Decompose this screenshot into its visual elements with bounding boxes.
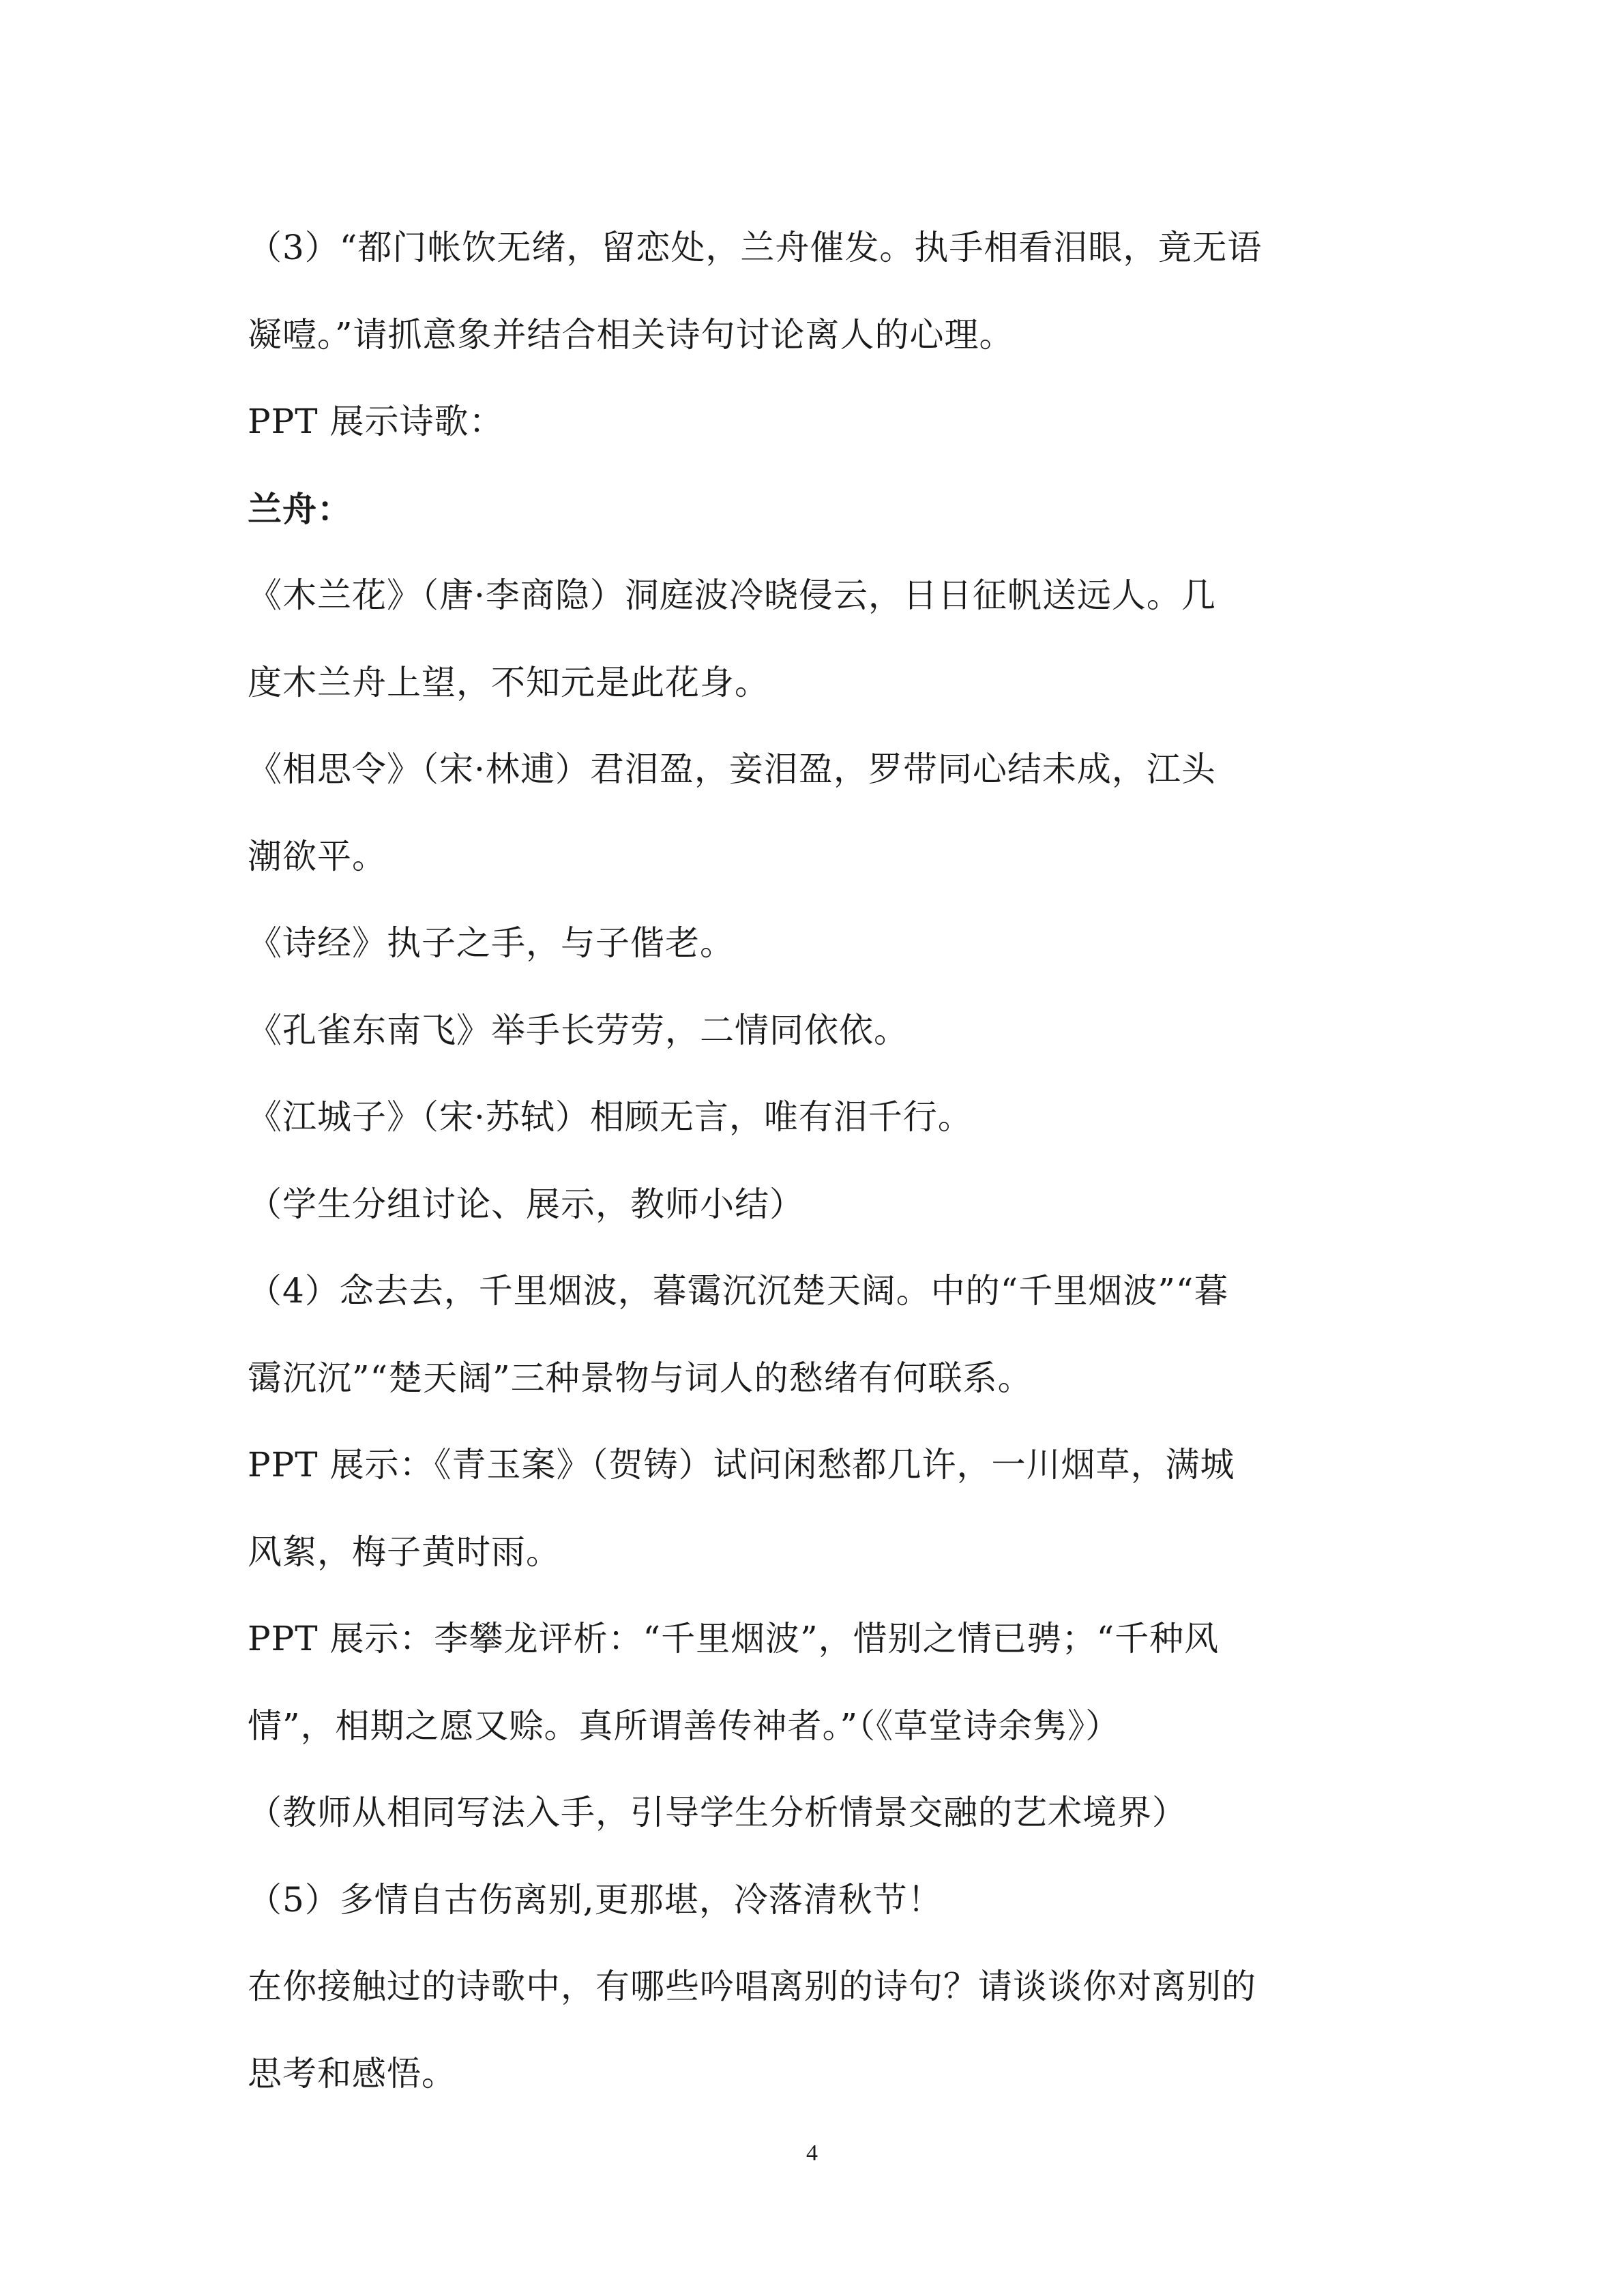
text-line: 凝噎。”请抓意象并结合相关诗句讨论离人的心理。 (248, 314, 1014, 355)
text-line: 思考和感悟。 (248, 2053, 456, 2093)
page-body (248, 205, 1393, 2117)
text-line: 度木兰舟上望，不知元是此花身。 (248, 662, 769, 702)
text-line: 霭沉沉”“楚天阔”三种景物与词人的愁绪有何联系。 (248, 1358, 1033, 1398)
text-line: PPT 展示：李攀龙评析：“千里烟波”，惜别之情已骋；“千种风 (248, 1619, 1220, 1658)
text-line: 风絮，梅子黄时雨。 (248, 1532, 561, 1572)
text-line: （4）念去去，千里烟波，暮霭沉沉楚天阔。中的“千里烟波”“暮 (248, 1271, 1229, 1311)
text-line: （教师从相同写法入手，引导学生分析情景交融的艺术境界） (248, 1793, 1187, 1832)
text-line: PPT 展示诗歌： (248, 402, 504, 441)
text-line: 《江城子》（宋·苏轼）相顾无言，唯有泪千行。 (248, 1097, 973, 1137)
text-line: 《诗经》执子之手，与子偕老。 (248, 923, 735, 963)
text-line: 在你接触过的诗歌中，有哪些吟唱离别的诗句？请谈谈你对离别的 (248, 1967, 1256, 2006)
text-line: PPT 展示：《青玉案》（贺铸）试问闲愁都几许，一川烟草，满城 (248, 1445, 1235, 1485)
text-line: （学生分组讨论、展示，教师小结） (248, 1184, 804, 1224)
text-line: 《木兰花》（唐·李商隐）洞庭波冷晓侵云，日日征帆送远人。几 (248, 576, 1216, 615)
text-line: （5）多情自古伤离别,更那堪，冷落清秋节！ (248, 1879, 943, 1920)
text-line: 《孔雀东南飞》举手长劳劳，二情同依依。 (248, 1010, 909, 1050)
section-heading: 兰舟： (248, 488, 352, 529)
page-number: 4 (806, 2141, 818, 2166)
text-line: 《相思令》（宋·林逋）君泪盈，妾泪盈，罗带同心结未成，江头 (248, 749, 1216, 789)
text-line: 情”，相期之愿又赊。真所谓善传神者。”（《草堂诗余隽》） (248, 1705, 1121, 1746)
text-line: （3）“都门帐饮无绪，留恋处，兰舟催发。执手相看泪眼，竟无语 (248, 228, 1263, 267)
text-line: 潮欲平。 (248, 836, 387, 876)
